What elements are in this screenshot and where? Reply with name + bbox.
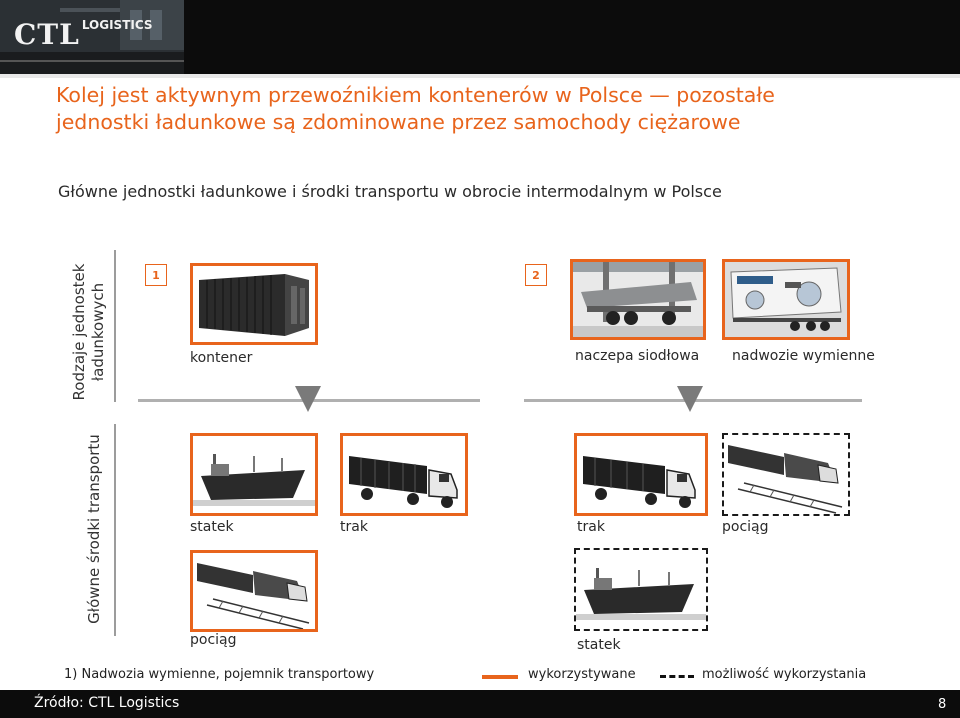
train-image-left (190, 550, 318, 632)
page-number: 8 (938, 697, 947, 712)
swapbody-image (722, 259, 850, 340)
page-subtitle: Główne jednostki ładunkowe i środki transportu w obrocie intermodalnym w Polsce (58, 182, 722, 201)
truck-icon-right (577, 436, 705, 513)
badge-2: 2 (525, 264, 547, 286)
label-semitrailer: naczepa siodłowa (575, 348, 700, 364)
title-line-1: Kolej jest aktywnym przewoźnikiem kontenerów w Polsce — pozostałe (56, 83, 775, 107)
arrow-down-right-icon (677, 386, 703, 412)
row-label-units (70, 252, 110, 412)
legend-solid-line (482, 675, 518, 679)
train-icon-right (724, 435, 848, 514)
badge-1: 1 (145, 264, 167, 286)
title-line-2: jednostki ładunkowe są zdominowane przez samochody ciężarowe (56, 110, 741, 134)
truck-icon (343, 436, 465, 513)
page-title (56, 82, 926, 136)
swapbody-icon (725, 262, 847, 337)
train-image-right (722, 433, 850, 516)
semitrailer-icon (573, 262, 703, 337)
ship-icon-right (576, 550, 706, 629)
label-swapbody: nadwozie wymienne (732, 348, 875, 364)
label-truck-left: trak (340, 519, 368, 535)
header-logo (14, 18, 153, 51)
row-divider-units (114, 250, 116, 402)
footer-source: Źródło: CTL Logistics (34, 695, 180, 711)
footnote: 1) Nadwozia wymienne, pojemnik transportowy (64, 667, 375, 682)
container-image (190, 263, 318, 345)
logo-sub: LOGISTICS (81, 18, 153, 32)
label-container: kontener (190, 350, 253, 366)
row-label-units-line1: Rodzaje jednostek (70, 263, 88, 401)
label-truck-right: trak (577, 519, 605, 535)
truck-image-left (340, 433, 468, 516)
ship-image-right (574, 548, 708, 631)
ship-image-left (190, 433, 318, 516)
logo-main: CTL (14, 18, 80, 51)
legend-dashed-line (660, 675, 694, 678)
row-divider-transport (114, 424, 116, 636)
row-label-units-line2: ładunkowych (89, 282, 107, 382)
truck-image-right (574, 433, 708, 516)
train-icon (193, 553, 315, 629)
legend-possible: możliwość wykorzystania (702, 667, 867, 682)
row-label-transport: Główne środki transportu (85, 434, 103, 624)
label-train-left: pociąg (190, 632, 237, 648)
ship-icon (193, 436, 315, 513)
container-icon (193, 266, 315, 342)
legend-used: wykorzystywane (528, 667, 636, 682)
label-ship-right: statek (577, 637, 621, 653)
footer-bar (0, 690, 960, 718)
header-stripe (0, 74, 960, 78)
semitrailer-image (570, 259, 706, 340)
arrow-down-left-icon (295, 386, 321, 412)
label-train-right: pociąg (722, 519, 769, 535)
label-ship-left: statek (190, 519, 234, 535)
